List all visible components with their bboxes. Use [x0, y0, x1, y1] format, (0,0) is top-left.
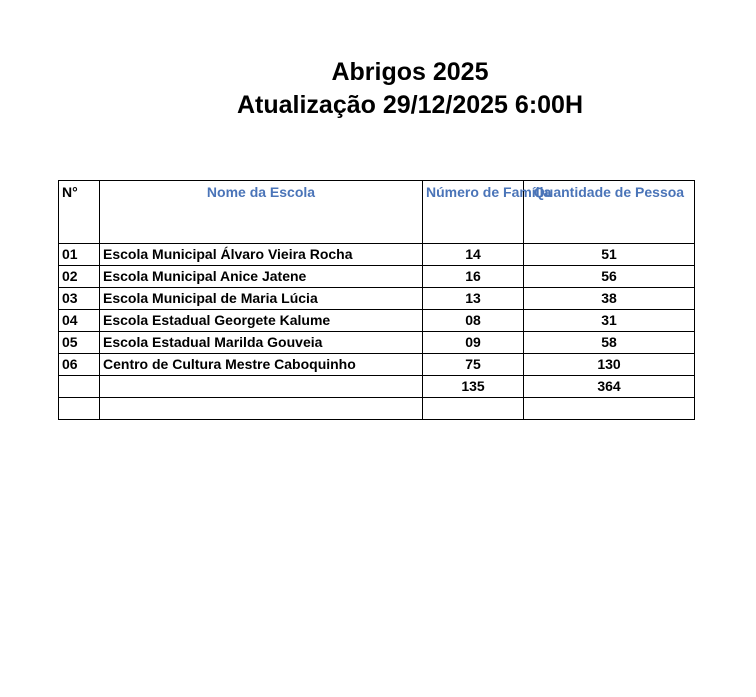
row-number: 06 [59, 354, 100, 376]
shelters-table [58, 180, 695, 420]
row-family-count: 75 [423, 354, 524, 376]
row-school-name: Centro de Cultura Mestre Caboquinho [100, 354, 423, 376]
totals-school-name [100, 376, 423, 398]
table-row [59, 332, 695, 354]
row-school-name: Escola Estadual Georgete Kalume [100, 310, 423, 332]
row-school-name: Escola Municipal de Maria Lúcia [100, 288, 423, 310]
row-number: 03 [59, 288, 100, 310]
table-row [59, 288, 695, 310]
row-school-name: Escola Municipal Álvaro Vieira Rocha [100, 244, 423, 266]
row-number: 01 [59, 244, 100, 266]
page-title: Abrigos 2025 [331, 58, 489, 86]
row-number: 05 [59, 332, 100, 354]
table-header-row [59, 181, 695, 244]
empty-cell [423, 398, 524, 420]
header-number: N° [59, 181, 100, 244]
empty-cell [59, 398, 100, 420]
empty-cell [100, 398, 423, 420]
row-people-count: 130 [524, 354, 695, 376]
totals-people-count: 364 [524, 376, 695, 398]
row-family-count: 14 [423, 244, 524, 266]
row-family-count: 13 [423, 288, 524, 310]
table-row [59, 244, 695, 266]
empty-cell [524, 398, 695, 420]
header-school-name: Nome da Escola [100, 181, 423, 244]
totals-number [59, 376, 100, 398]
row-school-name: Escola Municipal Anice Jatene [100, 266, 423, 288]
row-number: 02 [59, 266, 100, 288]
totals-row [59, 376, 695, 398]
row-family-count: 08 [423, 310, 524, 332]
row-people-count: 31 [524, 310, 695, 332]
page-subtitle: Atualização 29/12/2025 6:00H [236, 91, 584, 119]
totals-family-count: 135 [423, 376, 524, 398]
row-family-count: 16 [423, 266, 524, 288]
table-row [59, 310, 695, 332]
empty-row [59, 398, 695, 420]
row-family-count: 09 [423, 332, 524, 354]
table-row [59, 354, 695, 376]
row-people-count: 38 [524, 288, 695, 310]
row-people-count: 51 [524, 244, 695, 266]
row-number: 04 [59, 310, 100, 332]
header-family-count: Número de Família [423, 181, 524, 244]
header-people-count: Quantidade de Pessoa [524, 181, 695, 244]
row-people-count: 58 [524, 332, 695, 354]
row-school-name: Escola Estadual Marilda Gouveia [100, 332, 423, 354]
title-block [0, 56, 756, 122]
table-row [59, 266, 695, 288]
row-people-count: 56 [524, 266, 695, 288]
